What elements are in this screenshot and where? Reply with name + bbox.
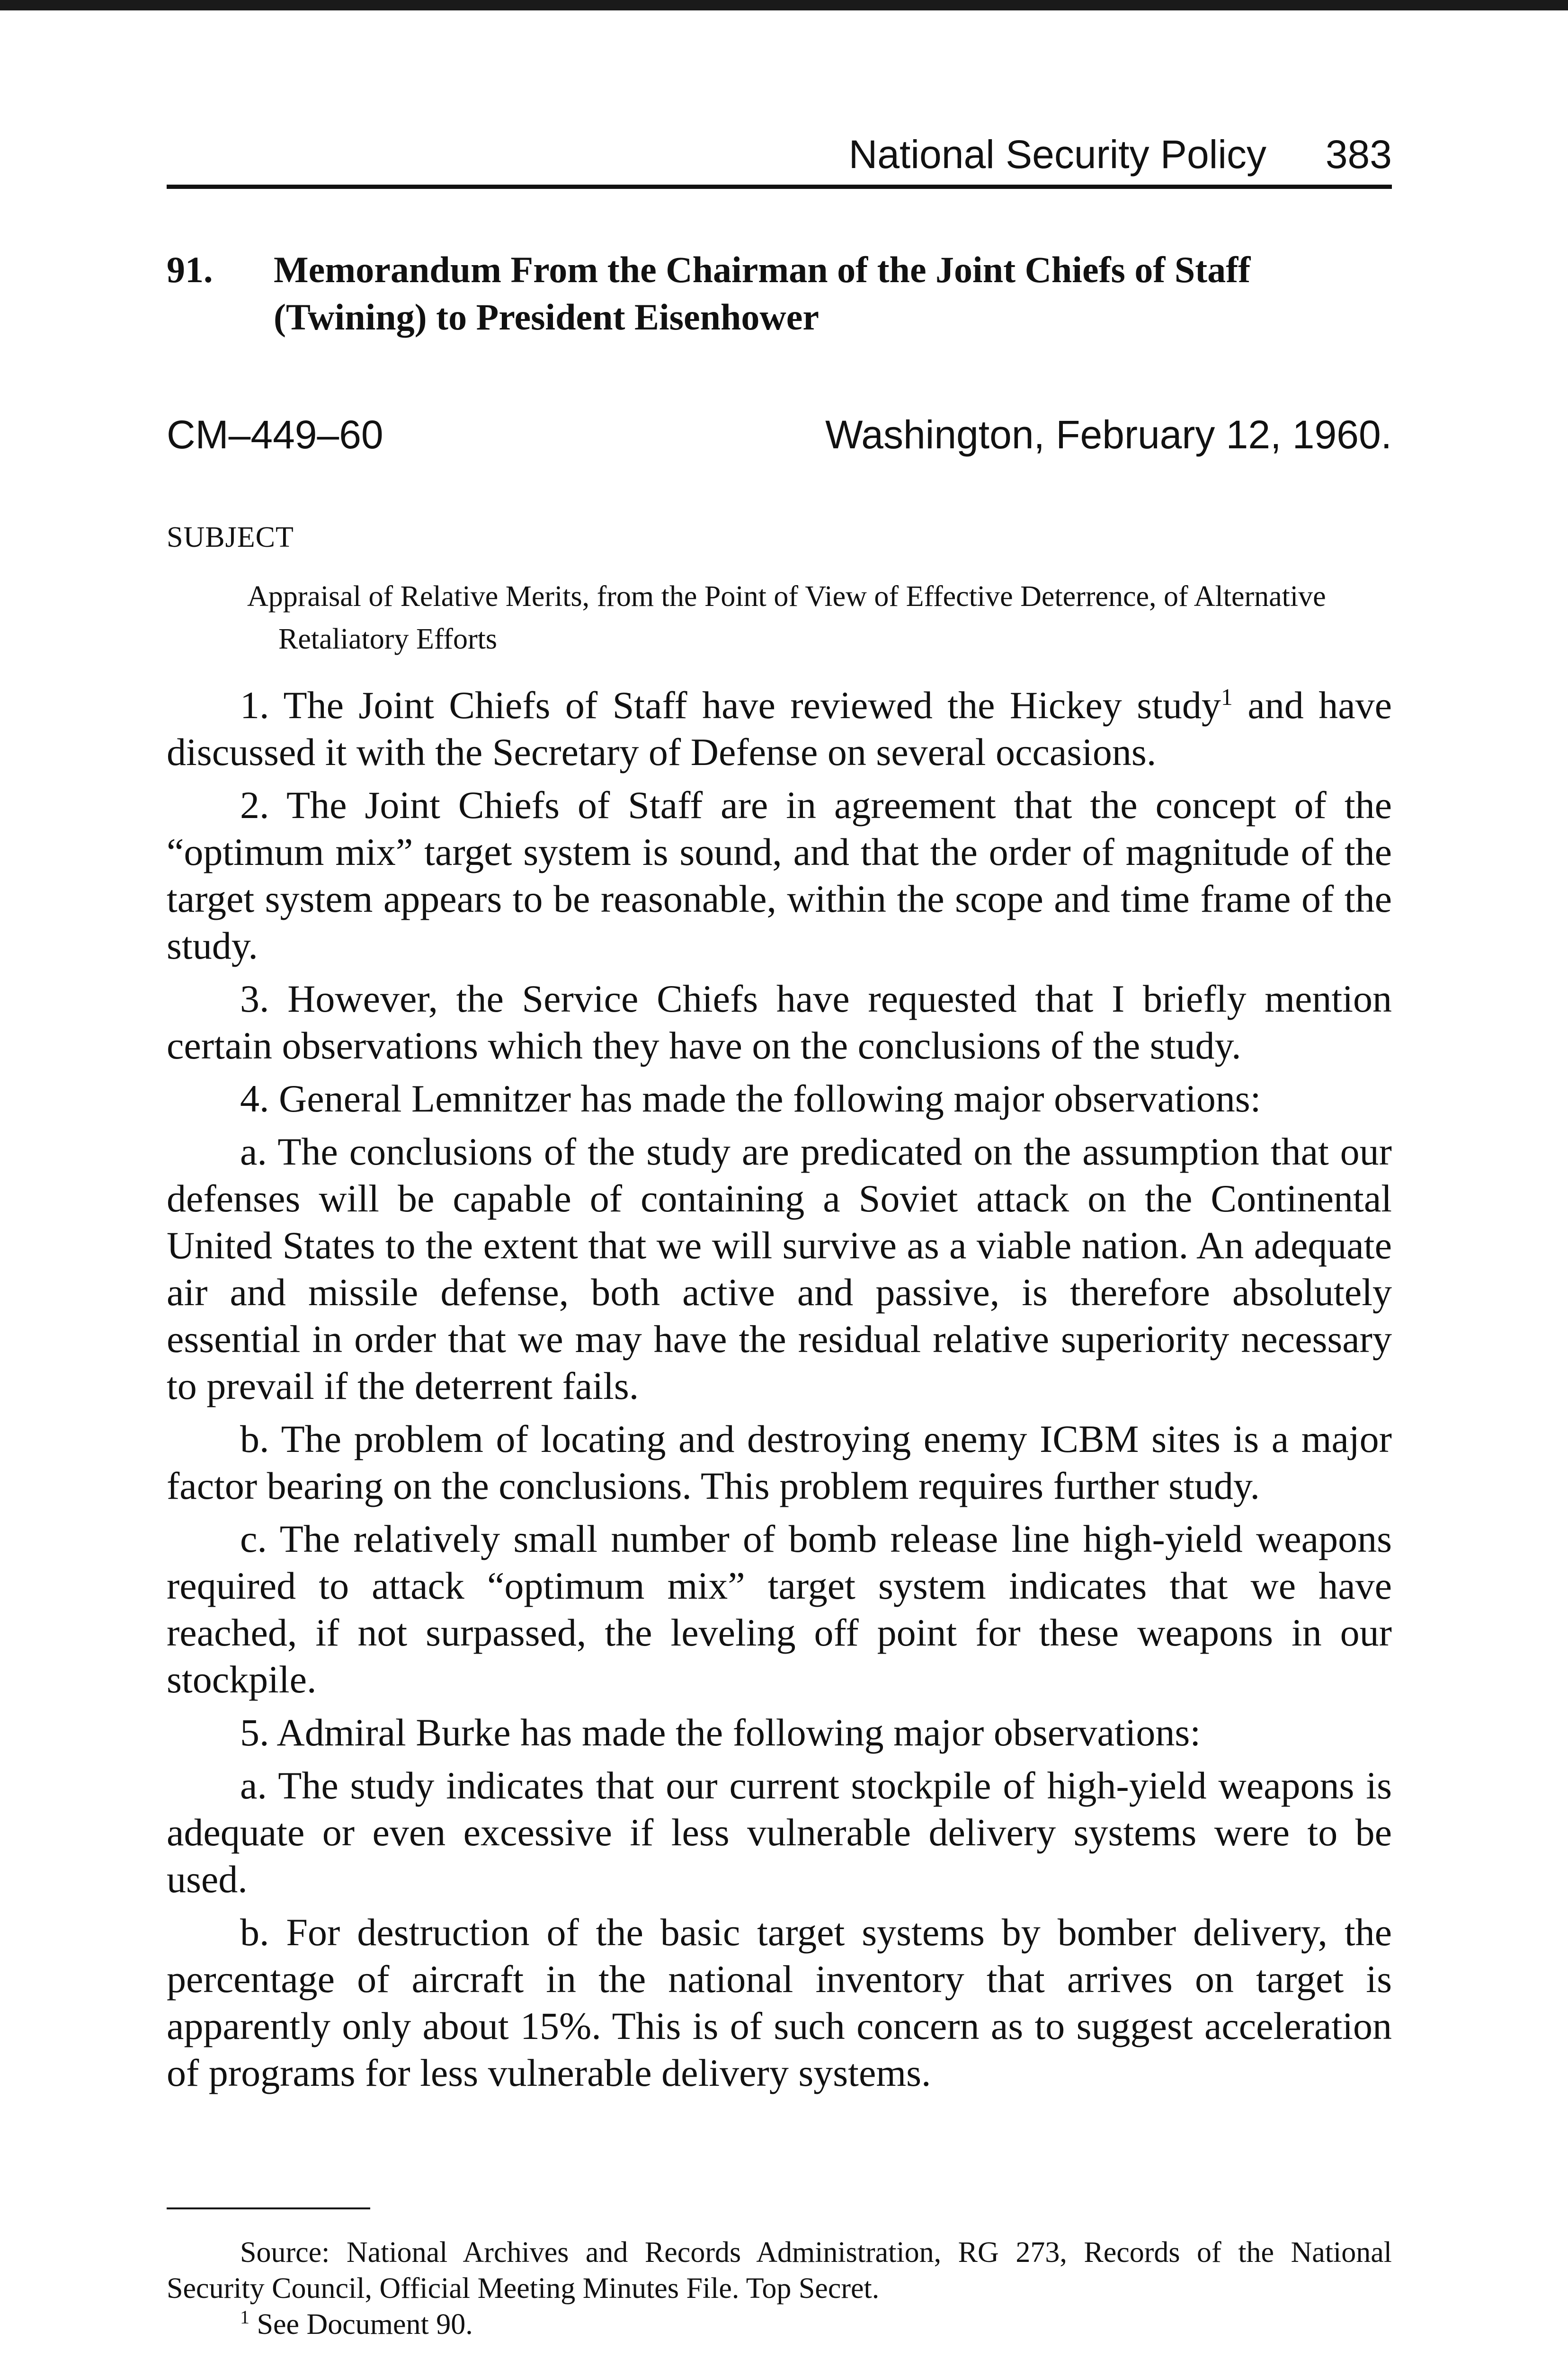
paragraph-1-text-b: and have discussed it with the Secretary of Defense on several occasions. — [167, 684, 1392, 774]
paragraph-3: 3. However, the Service Chiefs have requested that I briefly mention certain observations which they have on the conclusions of the study. — [167, 977, 1392, 1067]
paragraph-4b: b. The problem of locating and destroying enemy ICBM sites is a major factor bearing on the conclusions. This problem requires further study. — [167, 1417, 1392, 1507]
footnote-divider — [167, 2207, 370, 2209]
running-title: National Security Policy — [848, 132, 1266, 177]
page-number: 383 — [1325, 132, 1392, 177]
running-header — [167, 128, 1392, 189]
paragraph-1-text-a: 1. The Joint Chiefs of Staff have reviewed the Hickey study — [240, 684, 1221, 727]
footnote-1-marker: 1 — [240, 2306, 249, 2328]
paragraph-4c: c. The relatively small number of bomb release line high-yield weapons required to attack “optimum mix” target system indicates that we have reached, if not surpassed, the leveling off point for these weapons in our stockpile. — [167, 1517, 1392, 1701]
paragraph-1 — [167, 682, 1392, 775]
paragraph-4a: a. The conclusions of the study are predicated on the assumption that our defenses will be capable of containing a Soviet attack on the Continental United States to the extent that we will survive as a viable nation. An adequate air and missile defense, both active and passive, is therefore absolutely essential in order that we may have the residual relative superiority necessary to prevail if the deterrent fails. — [167, 1130, 1392, 1407]
subject-text: Appraisal of Relative Merits, from the Point of View of Effective Deterrence, of Alternative Retaliatory Efforts — [247, 580, 1326, 655]
footnote-1-text: See Document 90. — [249, 2308, 473, 2340]
document-reference: CM–449–60 — [167, 412, 383, 457]
dateline: Washington, February 12, 1960. — [825, 412, 1392, 457]
memo-body — [167, 682, 1392, 2102]
footnotes — [167, 2234, 1392, 2342]
paragraph-5a: a. The study indicates that our current stockpile of high-yield weapons is adequate or even excessive if less vulnerable delivery systems were to be used. — [167, 1764, 1392, 1901]
paragraph-2: 2. The Joint Chiefs of Staff are in agreement that the concept of the “optimum mix” target system is sound, and that the order of magnitude of the target system appears to be reasonable, within the scope and time frame of the study. — [167, 783, 1392, 967]
footnote-ref-1: 1 — [1221, 684, 1233, 710]
document-number: 91. — [167, 249, 213, 290]
paragraph-5b: b. For destruction of the basic target systems by bomber delivery, the percentage of aircraft in the national inventory that arrives on target is apparently only about 15%. This is of such concern as to suggest acceleration of programs for less vulnerable delivery systems. — [167, 1911, 1392, 2094]
source-note: Source: National Archives and Records Administration, RG 273, Records of the National Security Council, Official Meeting Minutes File. Top Secret. — [167, 2236, 1392, 2305]
subject-label: SUBJECT — [167, 521, 294, 553]
document-title: Memorandum From the Chairman of the Joint Chiefs of Staff (Twining) to President Eisenhower — [274, 249, 1251, 338]
footnote-1 — [167, 2306, 1392, 2342]
paragraph-5: 5. Admiral Burke has made the following major observations: — [240, 1711, 1201, 1754]
scan-edge — [0, 0, 1568, 10]
paragraph-4: 4. General Lemnitzer has made the following major observations: — [240, 1077, 1261, 1120]
